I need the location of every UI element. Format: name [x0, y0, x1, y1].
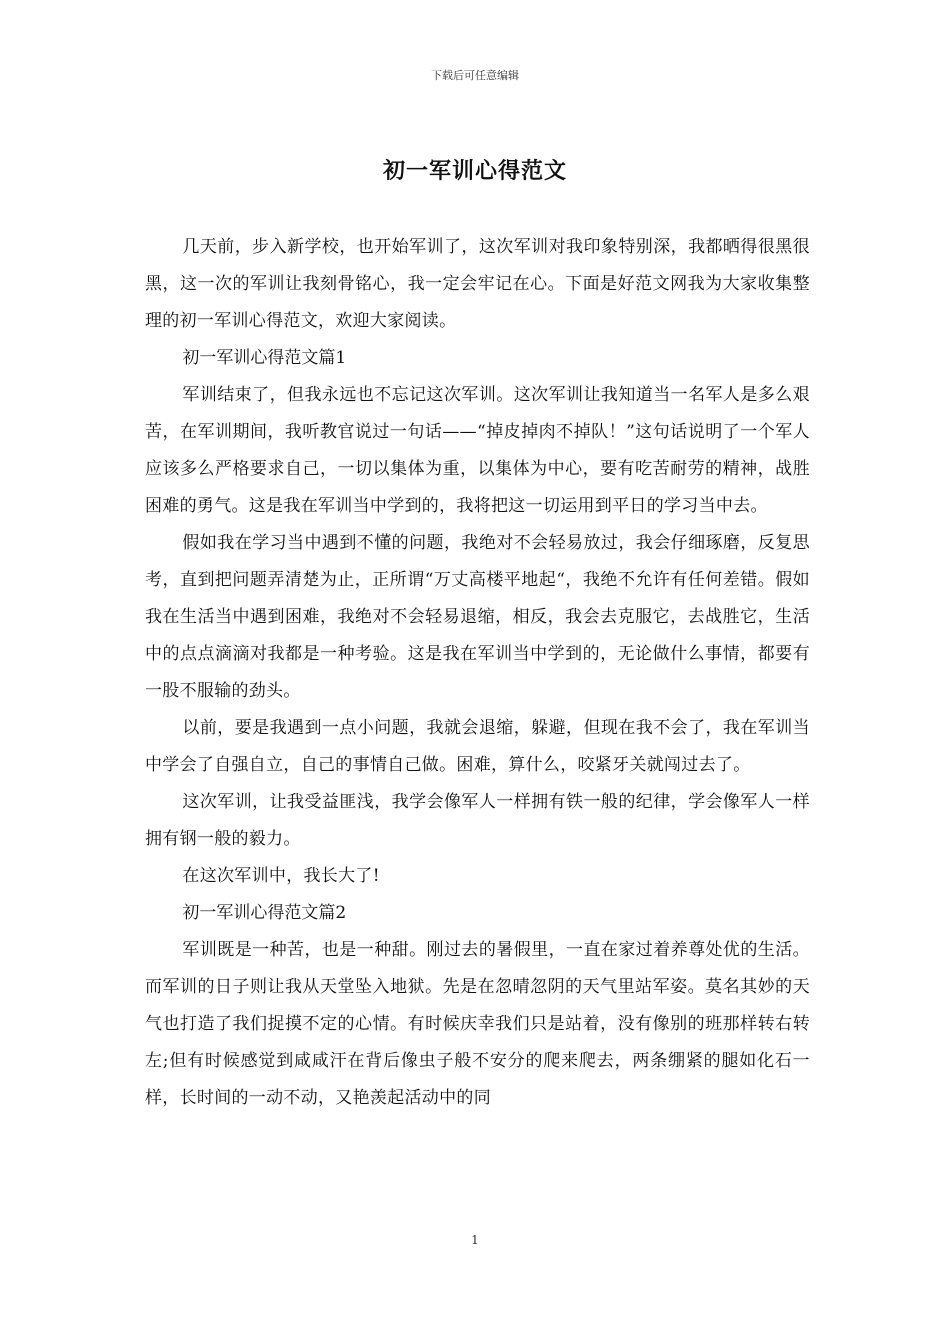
- paragraph: 以前，要是我遇到一点小问题，我就会退缩，躲避，但现在我不会了，我在军训当中学会了自强自立，自己的事情自己做。困难，算什么，咬紧牙关就闯过去了。: [145, 718, 810, 775]
- paragraph: 军训结束了，但我永远也不忘记这次军训。这次军训让我知道当一名军人是多么艰苦，在军训期间，我听教官说过一句话——“掉皮掉肉不掉队！”这句话说明了一个军人应该多么严格要求自己，一切以集体为重，以集体为中心，要有吃苦耐劳的精神，战胜困难的勇气。这是我在军训当中学到的，我将把这一切运用到平日的学习当中去。: [145, 385, 810, 516]
- paragraph: 这次军训，让我受益匪浅，我学会像军人一样拥有铁一般的纪律，学会像军人一样拥有钢一般的毅力。: [145, 792, 810, 849]
- paragraph: 假如我在学习当中遇到不懂的问题，我绝对不会轻易放过，我会仔细琢磨，反复思考，直到把问题弄清楚为止，正所谓“万丈高楼平地起“，我绝不允许有任何差错。假如我在生活当中遇到困难，我绝对不会轻易退缩，相反，我会去克服它，去战胜它，生活中的点点滴滴对我都是一种考验。这是我在军训当中学到的，无论做什么事情，都要有一股不服输的劲头。: [145, 533, 810, 701]
- document-body: [145, 229, 810, 1117]
- section-heading-1: 初一军训心得范文篇1: [182, 348, 347, 368]
- paragraph: 军训既是一种苦，也是一种甜。刚过去的暑假里，一直在家过着养尊处优的生活。而军训的日子则让我从天堂坠入地狱。先是在忽晴忽阴的天气里站军姿。莫名其妙的天气也打造了我们捉摸不定的心情。有时候庆幸我们只是站着，没有像别的班那样转右转左;但有时候感觉到咸咸汗在背后像虫子般不安分的爬来爬去，两条绷紧的腿如化石一样，长时间的一动不动，又艳羡起活动中的同: [145, 940, 810, 1108]
- section-heading-2: 初一军训心得范文篇2: [182, 903, 347, 923]
- paragraph: 在这次军训中，我长大了!: [182, 866, 380, 886]
- page-header: 下载后可任意编辑: [431, 69, 519, 82]
- page-number: 1: [471, 1233, 479, 1247]
- document-title: 初一军训心得范文: [382, 158, 567, 184]
- paragraph-intro: 几天前，步入新学校，也开始军训了，这次军训对我印象特别深，我都晒得很黑很黑，这一次的军训让我刻骨铭心，我一定会牢记在心。下面是好范文网我为大家收集整理的初一军训心得范文，欢迎大家阅读。: [145, 237, 810, 331]
